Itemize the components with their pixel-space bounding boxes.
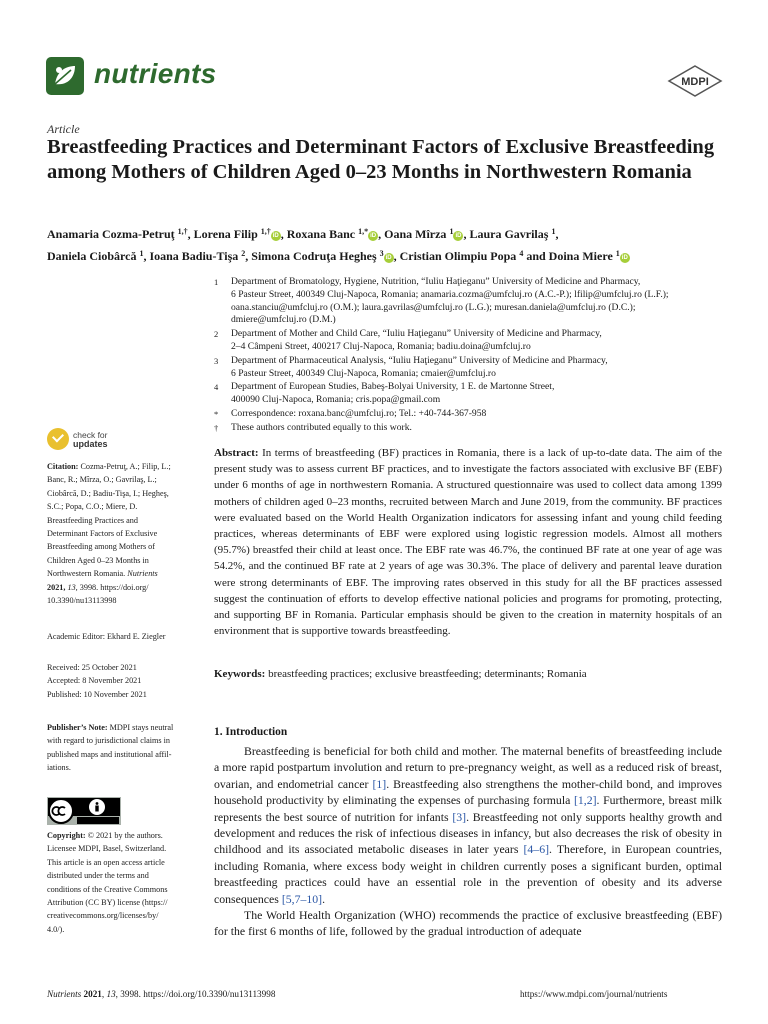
check-for-updates-line1: check for bbox=[73, 430, 108, 440]
copyright-line: conditions of the Creative Commons bbox=[47, 884, 168, 894]
orcid-icon[interactable]: iD bbox=[370, 233, 377, 239]
affiliation-item bbox=[214, 276, 734, 327]
introduction-body bbox=[214, 743, 722, 940]
affiliation-item bbox=[214, 328, 734, 354]
paragraph-text: . Therefore, in European countries, including Romania, where excess body weight in children currently poses a significant burden, optimal breastfeeding practices could have an essential role in the prevention of obesity and its adverse consequences bbox=[214, 842, 722, 906]
published-date: Published: 10 November 2021 bbox=[47, 689, 147, 699]
copyright-line: distributed under the terms and bbox=[47, 871, 149, 881]
affiliation-line: Department of Bromatology, Hygiene, Nutrition, “Iuliu Haţieganu” University of Medicine and Pharmacy, bbox=[231, 276, 641, 287]
citation-line: S.C.; Popa, C.O.; Miere, D. bbox=[47, 502, 138, 512]
publisher-note-line: iations. bbox=[47, 763, 71, 773]
correspondence-item bbox=[214, 408, 734, 421]
author-name[interactable]: Daniela Ciobârcă bbox=[47, 249, 137, 263]
copyright-line: Attribution (CC BY) license (https:// bbox=[47, 898, 168, 908]
paragraph bbox=[214, 907, 722, 940]
author-affil-sup: 1,* bbox=[358, 227, 369, 236]
author-name[interactable]: Cristian Olimpiu Popa bbox=[399, 249, 517, 263]
citation-link[interactable]: [4–6] bbox=[523, 842, 550, 857]
author-name[interactable]: Doina Miere bbox=[548, 249, 613, 263]
affiliation-marker: 1 bbox=[214, 277, 219, 287]
affiliation-marker: 3 bbox=[214, 355, 219, 366]
copyright-notice bbox=[47, 829, 197, 936]
orcid-icon[interactable]: iD bbox=[385, 255, 392, 261]
publisher-note-line: MDPI stays neutral bbox=[109, 723, 174, 732]
affiliations bbox=[214, 276, 734, 436]
footer-journal-url[interactable]: https://www.mdpi.com/journal/nutrients bbox=[520, 989, 668, 999]
citation-journal: Nutrients bbox=[127, 569, 158, 579]
abstract bbox=[214, 445, 722, 639]
affiliation-line: 400090 Cluj-Napoca, Romania; cris.popa@gmail.com bbox=[231, 394, 441, 406]
affiliation-item bbox=[214, 355, 734, 381]
citation-doi-link[interactable]: 10.3390/nu13113998 bbox=[47, 596, 117, 606]
author-affil-sup: 1 bbox=[551, 227, 556, 236]
citation-year: 2021, bbox=[47, 582, 66, 592]
paper-title: Breastfeeding Practices and Determinant Factors of Exclusive Breastfeeding among Mothers of Children Aged 0–23 Months in Northwestern Romania bbox=[47, 136, 715, 183]
mdpi-logo-icon bbox=[666, 64, 724, 98]
author-affil-sup: 1 bbox=[449, 227, 454, 236]
affiliation-line: dmiere@umfcluj.ro (D.M.) bbox=[231, 314, 336, 326]
footer-year: 2021 bbox=[83, 989, 102, 999]
keywords bbox=[214, 666, 722, 682]
copyright-label: Copyright: bbox=[47, 831, 86, 840]
author-affil-sup: 3 bbox=[379, 249, 384, 258]
footer-journal: Nutrients bbox=[47, 989, 82, 999]
publisher-note bbox=[47, 721, 197, 775]
citation-link[interactable]: [1] bbox=[372, 776, 387, 791]
accepted-date: Accepted: 8 November 2021 bbox=[47, 676, 142, 686]
copyright-line: Licensee MDPI, Basel, Switzerland. bbox=[47, 844, 167, 854]
author-affil-sup: 1 bbox=[139, 249, 144, 258]
abstract-text: In terms of breastfeeding (BF) practices in Romania, there is a lack of up-to-date data. The aim of the present study was to assess current BF practices, and to investigate the factors associated with exclusive BF (EBF) under 6 months of age in northwestern Romania. A structured questionnaire was used to collect data among 1399 mothers of children aged 0–23 months, recruited between March and June 2019, from the community. BF practices were evaluated based on the World Health Organization indicators for assessing infant and young child feeding practices, whereas determinants of EBF were explored using logistic regression models. Almost all mothers (95.7%) breastfed their child at least once. The EBF rate was 46.7%, the continued BF rate at one year of age was 54.2%, and the continued BF rate at 2 years of age was 30.3%. The place of delivery and parental leave duration were strong determinants of EBF. The improving rates observed in this study for all the BF practices assessed suggest the continuation of efforts to develop effective national policies and programs for promoting, protecting, and supporting BF in Romania. Particular emphasis should be given to the creation in maternity hospitals of an environment that is supportive towards breastfeeding. bbox=[214, 447, 723, 638]
author-affil-sup: 1,† bbox=[260, 227, 271, 236]
author-affil-sup: 1,† bbox=[177, 227, 188, 236]
affiliation-line: 6 Pasteur Street, 400349 Cluj-Napoca, Romania; anamaria.cozma@umfcluj.ro (A.C.-P.); lfilip@umfcluj.ro (L.F.); bbox=[231, 288, 669, 300]
author-name[interactable]: Ioana Badiu-Tişa bbox=[149, 249, 239, 263]
publisher-note-line: published maps and institutional affil- bbox=[47, 749, 172, 759]
copyright-line: 4.0/). bbox=[47, 924, 65, 934]
affiliation-marker: 2 bbox=[214, 329, 219, 340]
author-name[interactable]: Oana Mîrza bbox=[384, 227, 447, 241]
affiliation-line: 6 Pasteur Street, 400349 Cluj-Napoca, Romania; cmaier@umfcluj.ro bbox=[231, 367, 496, 379]
orcid-icon[interactable]: iD bbox=[272, 233, 279, 239]
cc-by-license-icon[interactable] bbox=[47, 797, 121, 825]
author-affil-sup: 2 bbox=[241, 249, 246, 258]
author-name[interactable]: Laura Gavrilaş bbox=[469, 227, 549, 241]
author-name[interactable]: Simona Codruţa Hegheş bbox=[251, 249, 377, 263]
journal-name: nutrients bbox=[94, 58, 217, 89]
citation-link[interactable]: [1,2] bbox=[573, 793, 597, 808]
affiliation-line: Department of European Studies, Babeş-Bolyai University, 1 E. de Martonne Street, bbox=[231, 381, 555, 393]
citation-pages: 3998. https://doi.org/ bbox=[79, 582, 149, 592]
copyright-line: creativecommons.org/licenses/by/ bbox=[47, 911, 159, 921]
received-date: Received: 25 October 2021 bbox=[47, 663, 137, 672]
citation-line: Breastfeeding Practices and bbox=[47, 515, 138, 525]
paragraph-text: . Breastfeeding also strengthens the mother-child bond, and improves household productivity by eliminating the expenses of purchasing formula bbox=[214, 776, 723, 808]
check-icon bbox=[47, 428, 69, 450]
affiliation-marker: 4 bbox=[214, 382, 219, 393]
affiliation-line: Department of Mother and Child Care, “Iuliu Haţieganu” University of Medicine and Pharmacy, bbox=[231, 328, 602, 340]
publisher-note-line: with regard to jurisdictional claims in bbox=[47, 736, 171, 746]
author-name[interactable]: Roxana Banc bbox=[286, 227, 356, 241]
equal-contribution-note bbox=[214, 422, 734, 435]
affiliation-item bbox=[214, 381, 734, 407]
section-heading: 1. Introduction bbox=[214, 726, 288, 738]
check-for-updates-line2: updates bbox=[73, 439, 108, 449]
footer-doi[interactable]: , 3998. https://doi.org/10.3390/nu13113998 bbox=[115, 989, 276, 999]
correspondence-line[interactable]: Correspondence: roxana.banc@umfcluj.ro; Tel.: +40-744-367-958 bbox=[231, 407, 487, 419]
citation-block bbox=[47, 460, 197, 607]
paragraph bbox=[214, 743, 722, 907]
keywords-text: breastfeeding practices; exclusive breastfeeding; determinants; Romania bbox=[268, 668, 587, 680]
orcid-icon[interactable]: iD bbox=[455, 233, 462, 239]
author-list: Anamaria Cozma-Petruţ $^{1,\dagger}$, Lorena Filip $^{1,\dagger}$ iD , Roxana Banc $^{1,*}$ iD , Oana Mîrza $^1$ iD , Laura Gavrilaş $^1$, Daniela Ciobârcă $^1$, Ioana Badiu-Tişa $^2$, Simona Codruţa Hegheş $^3$ iD , Cristian Olimpiu Popa $^4$ and Doina Miere $^1$ iD bbox=[47, 227, 628, 263]
paragraph-text: . Breastfeeding not only supports healthy growth and development and reduces the risk of infectious diseases in infancy, but also decreases the risk of obesity in childhood and its associated metabolic diseases in later years bbox=[214, 809, 722, 857]
footer-citation: Nutrients 2021, 13, 3998. https://doi.org/10.3390/nu13113998 bbox=[47, 989, 276, 999]
keywords-label: Keywords: bbox=[214, 668, 266, 680]
academic-editor: Academic Editor: Ekhard E. Ziegler bbox=[47, 632, 166, 641]
citation-line: Children Aged 0–23 Months in bbox=[47, 555, 149, 565]
orcid-icon[interactable]: iD bbox=[621, 255, 628, 261]
affiliation-marker: † bbox=[214, 422, 219, 433]
footer-volume: 13 bbox=[106, 989, 116, 999]
affiliation-line: Department of Pharmaceutical Analysis, “Iuliu Haţieganu” University of Medicine and Pharmacy, bbox=[231, 354, 608, 366]
citation-link[interactable]: [3] bbox=[452, 809, 467, 824]
paragraph-text: . Furthermore, breast milk represents the best source of nutrition for infants bbox=[214, 793, 722, 824]
citation-volume: 13, bbox=[67, 582, 78, 592]
author-conjunction: and bbox=[526, 249, 546, 263]
copyright-line: This article is an open access article bbox=[47, 857, 165, 867]
author-name[interactable]: Lorena Filip bbox=[193, 227, 258, 241]
publisher-note-label: Publisher’s Note: bbox=[47, 723, 108, 732]
paragraph-text: . bbox=[322, 891, 326, 906]
nutrients-logo-icon bbox=[45, 56, 85, 96]
article-type: Article bbox=[47, 122, 80, 136]
check-for-updates-button[interactable] bbox=[47, 428, 167, 454]
citation-line: Breastfeeding among Mothers of bbox=[47, 542, 156, 552]
author-name[interactable]: Anamaria Cozma-Petruţ bbox=[47, 227, 175, 241]
citation-line: Northwestern Romania. bbox=[47, 569, 126, 579]
citation-line: Ciobârcă, D.; Badiu-Tişa, I.; Hegheş, bbox=[47, 488, 169, 498]
affiliation-line: oana.stanciu@umfcluj.ro (O.M.); laura.gavrilas@umfcluj.ro (L.G.); muresan.daniela@umfcluj.ro (D.C.); bbox=[231, 301, 636, 313]
equal-contribution-line: These authors contributed equally to this work. bbox=[231, 421, 412, 433]
paragraph-text: Breastfeeding is beneficial for both child and mother. The maternal benefits of breastfeeding include a more rapid postpartum involution and return to pre-pregnancy weight, as well as a reduced risk of breast, ovarian, and endometrial cancer bbox=[214, 744, 722, 791]
citation-line: Cozma-Petruţ, A.; Filip, L.; bbox=[80, 462, 171, 471]
publisher-name: MDPI bbox=[681, 76, 709, 88]
copyright-line: © 2021 by the authors. bbox=[87, 831, 163, 840]
abstract-label: Abstract: bbox=[214, 447, 259, 459]
affiliation-marker: * bbox=[214, 408, 219, 419]
citation-line: Determinant Factors of Exclusive bbox=[47, 529, 158, 539]
citation-line: Banc, R.; Mîrza, O.; Gavrilaş, L.; bbox=[47, 475, 157, 485]
citation-label: Citation: bbox=[47, 462, 79, 471]
publication-dates bbox=[47, 661, 197, 701]
paragraph-text: The World Health Organization (WHO) recommends the practice of exclusive breastfeeding (EBF) for the first 6 months of life, followed by the gradual introduction of adequate bbox=[214, 908, 722, 939]
affiliation-line: 2–4 Câmpeni Street, 400217 Cluj-Napoca, Romania; badiu.doina@umfcluj.ro bbox=[231, 340, 531, 352]
author-affil-sup: 1 bbox=[615, 249, 620, 258]
author-affil-sup: 4 bbox=[519, 249, 524, 258]
citation-link[interactable]: [5,7–10] bbox=[281, 891, 323, 906]
